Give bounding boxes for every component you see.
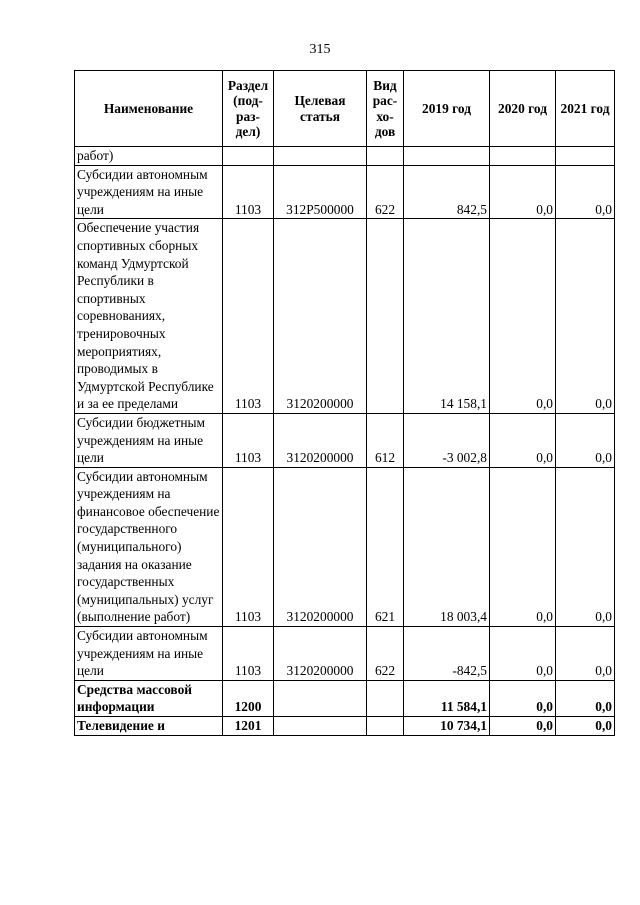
row-amount-2019: 10 734,1 [404,717,490,736]
row-amount-2019: 18 003,4 [404,467,490,626]
row-name: работ) [75,147,223,166]
page-number: 315 [309,42,331,57]
row-target-article [274,680,367,716]
row-section: 1103 [223,467,274,626]
row-target-article [274,717,367,736]
header-section-line: дел) [235,124,261,139]
row-amount-2020: 0,0 [490,165,556,219]
table-row [75,147,615,166]
header-expense-type-line: хо- [376,108,394,124]
row-section [223,147,274,166]
header-section-line: (под- [233,93,263,108]
row-name: Обеспечение участия спортивных сборных команд Удмуртской Республики в спортивных соревнованиях, тренировочных мероприятиях, проводимых в Удмуртской Республике и за ее пределами [75,219,223,414]
row-expense-type: 622 [367,627,404,681]
row-amount-2019: -3 002,8 [404,413,490,467]
row-section: 1103 [223,627,274,681]
row-expense-type: 621 [367,467,404,626]
row-amount-2021: 0,0 [556,165,615,219]
row-expense-type: 622 [367,165,404,219]
row-amount-2021: 0,0 [556,413,615,467]
header-section-line: Раздел [227,77,269,93]
header-target [274,71,367,147]
row-section: 1103 [223,165,274,219]
table-row [75,717,615,736]
row-amount-2019: 14 158,1 [404,219,490,414]
table-row [75,467,615,626]
row-expense-type [367,680,404,716]
row-amount-2020: 0,0 [490,413,556,467]
row-target-article: 3120200000 [274,219,367,414]
header-target-line: Целевая [294,93,346,108]
table-row [75,627,615,681]
header-expense-type-line: рас- [372,93,398,108]
row-amount-2021: 0,0 [556,717,615,736]
row-amount-2020: 0,0 [490,467,556,626]
row-amount-2020: 0,0 [490,627,556,681]
row-amount-2020: 0,0 [490,219,556,414]
header-row [75,71,615,147]
row-expense-type [367,717,404,736]
row-target-article: 312Р500000 [274,165,367,219]
row-target-article: 3120200000 [274,467,367,626]
header-expense-type-line: дов [374,124,396,139]
header-section-line: раз- [236,108,260,124]
row-name: Субсидии автономным учреждениям на иные цели [75,165,223,219]
row-amount-2021 [556,147,615,166]
row-name: Субсидии бюджетным учреждениям на иные цели [75,413,223,467]
row-expense-type: 612 [367,413,404,467]
row-target-article: 3120200000 [274,413,367,467]
row-amount-2021: 0,0 [556,467,615,626]
row-target-article: 3120200000 [274,627,367,681]
row-section: 1201 [223,717,274,736]
row-name: Субсидии автономным учреждениям на иные цели [75,627,223,681]
header-expense-type-line: Вид [373,77,397,93]
row-amount-2019: 11 584,1 [404,680,490,716]
header-target-line: статья [300,108,340,124]
header-2020: 2020 год [490,71,556,147]
table-row [75,680,615,716]
row-amount-2020: 0,0 [490,717,556,736]
row-target-article [274,147,367,166]
table-row [75,413,615,467]
row-name: Средства массовой информации [75,680,223,716]
row-amount-2019: -842,5 [404,627,490,681]
row-amount-2021: 0,0 [556,680,615,716]
row-section: 1103 [223,413,274,467]
header-2021: 2021 год [556,71,615,147]
row-amount-2020 [490,147,556,166]
table-row [75,219,615,414]
row-expense-type [367,147,404,166]
row-section: 1200 [223,680,274,716]
header-name: Наименование [75,71,223,147]
row-amount-2019 [404,147,490,166]
row-amount-2021: 0,0 [556,627,615,681]
row-expense-type [367,219,404,414]
header-expense-type [367,71,404,147]
budget-table [74,70,615,736]
row-name: Субсидии автономным учреждениям на финансовое обеспечение государственного (муниципального) задания на оказание государственных (муниципальных) услуг (выполнение работ) [75,467,223,626]
row-amount-2021: 0,0 [556,219,615,414]
row-name: Телевидение и [75,717,223,736]
row-amount-2020: 0,0 [490,680,556,716]
row-section: 1103 [223,219,274,414]
header-2019: 2019 год [404,71,490,147]
header-section [223,71,274,147]
table-row [75,165,615,219]
row-amount-2019: 842,5 [404,165,490,219]
